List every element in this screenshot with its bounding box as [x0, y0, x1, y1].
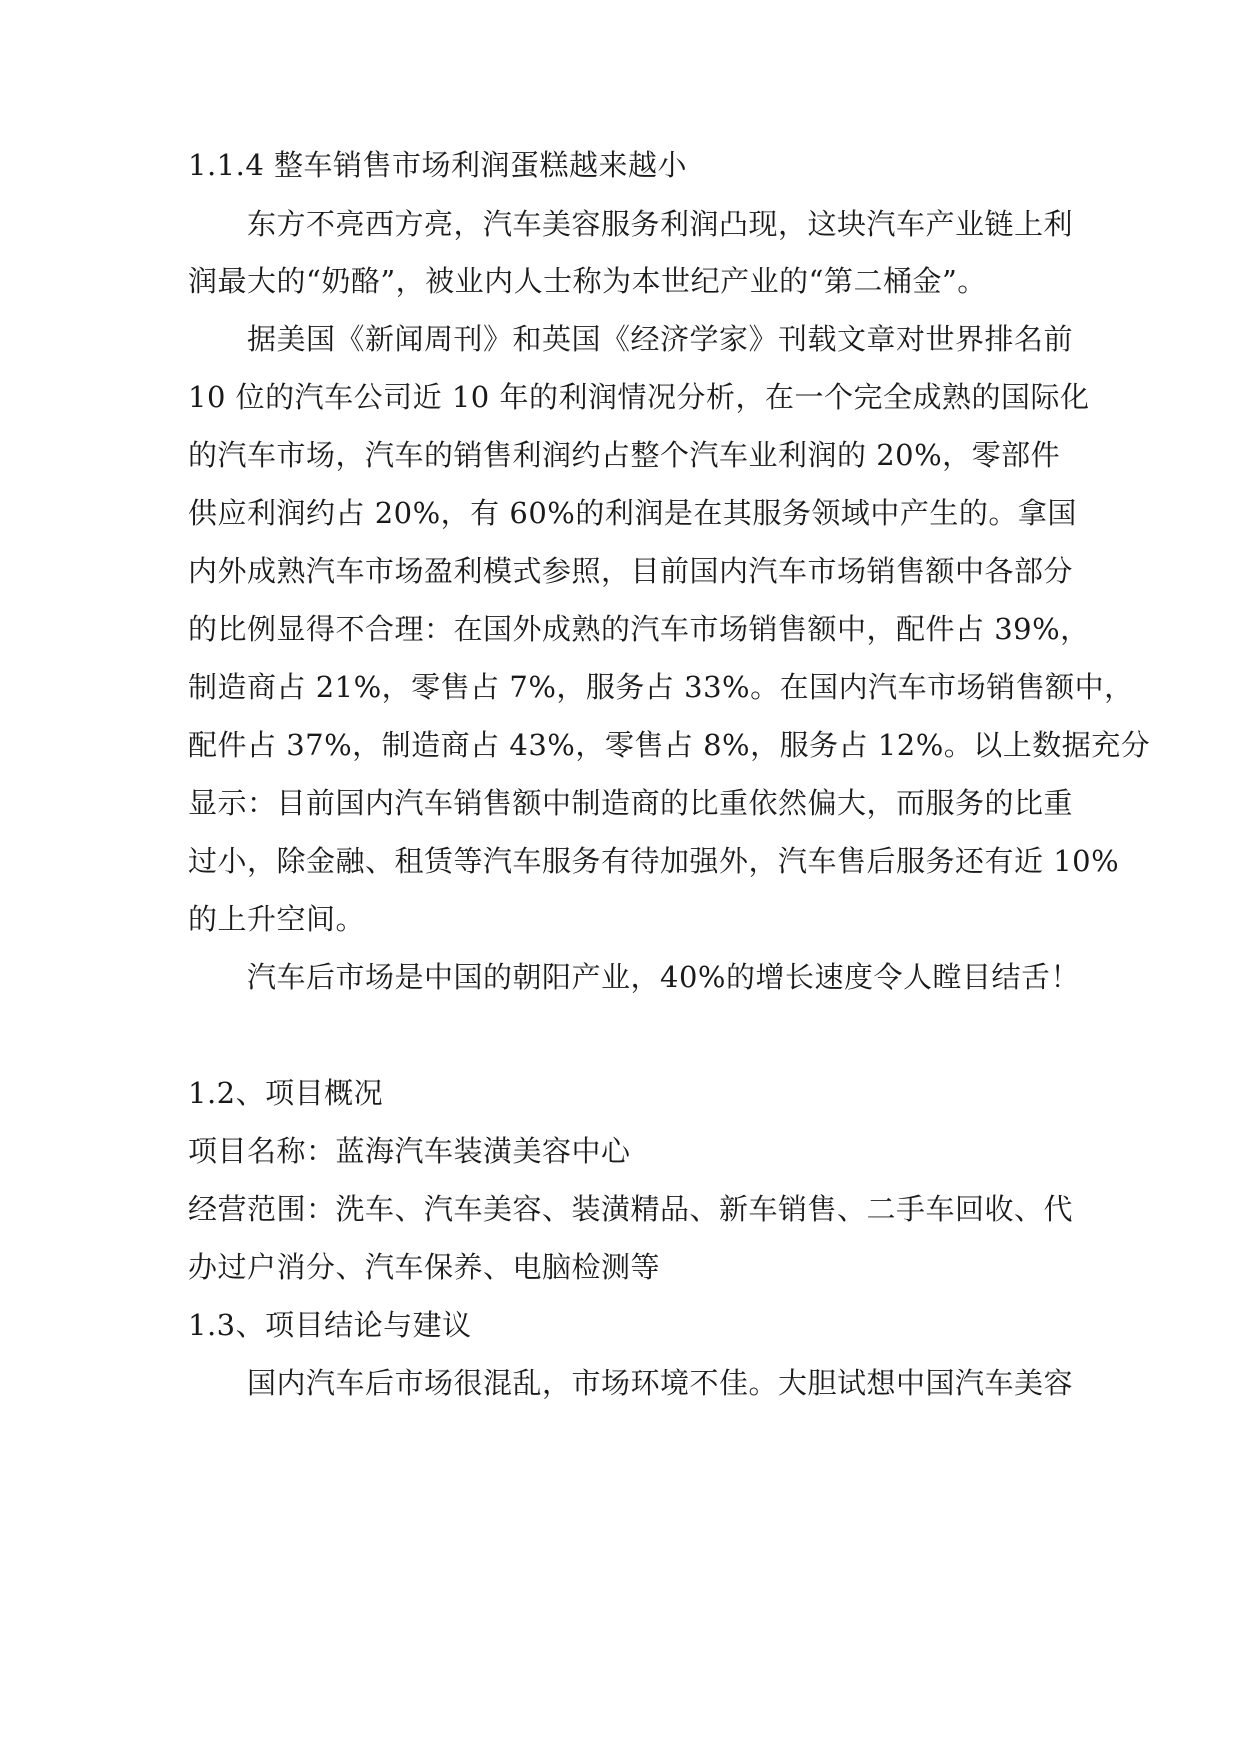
- business-scope-line: 经营范围：洗车、汽车美容、装潢精品、新车销售、二手车回收、代: [188, 1192, 1074, 1226]
- paragraph-line: 供应利润约占 20%，有 60%的利润是在其服务领域中产生的。拿国: [188, 496, 1077, 530]
- paragraph-line: 东方不亮西方亮，汽车美容服务利润凸现，这块汽车产业链上利: [247, 207, 1074, 241]
- paragraph-line: 配件占 37%，制造商占 43%，零售占 8%，服务占 12%。以上数据充分: [188, 728, 1151, 762]
- paragraph-line: 过小，除金融、租赁等汽车服务有待加强外，汽车售后服务还有近 10%: [188, 844, 1120, 878]
- paragraph-line: 显示：目前国内汽车销售额中制造商的比重依然偏大，而服务的比重: [188, 786, 1074, 820]
- paragraph-line: 的比例显得不合理：在国外成熟的汽车市场销售额中，配件占 39%，: [188, 612, 1090, 646]
- project-name-line: 项目名称：蓝海汽车装潢美容中心: [188, 1134, 631, 1168]
- business-scope-line: 办过户消分、汽车保养、电脑检测等: [188, 1250, 661, 1284]
- paragraph-line: 汽车后市场是中国的朝阳产业，40%的增长速度令人瞠目结舌！: [247, 960, 1080, 994]
- section-heading-1-2: 1.2、项目概况: [188, 1076, 384, 1110]
- paragraph-line: 制造商占 21%，零售占 7%，服务占 33%。在国内汽车市场销售额中，: [188, 670, 1134, 704]
- paragraph-line: 润最大的“奶酪”，被业内人士称为本世纪产业的“第二桶金”。: [188, 264, 987, 298]
- paragraph-line: 据美国《新闻周刊》和英国《经济学家》刊载文章对世界排名前: [247, 322, 1074, 356]
- section-heading-1-1-4: 1.1.4 整车销售市场利润蛋糕越来越小: [188, 148, 688, 182]
- paragraph-line: 10 位的汽车公司近 10 年的利润情况分析，在一个完全成熟的国际化: [188, 380, 1090, 414]
- paragraph-line: 的上升空间。: [188, 902, 366, 936]
- section-heading-1-3: 1.3、项目结论与建议: [188, 1308, 472, 1342]
- paragraph-line: 内外成熟汽车市场盈利模式参照，目前国内汽车市场销售额中各部分: [188, 554, 1074, 588]
- paragraph-line: 的汽车市场，汽车的销售利润约占整个汽车业利润的 20%，零部件: [188, 438, 1061, 472]
- paragraph-line: 国内汽车后市场很混乱，市场环境不佳。大胆试想中国汽车美容: [247, 1366, 1074, 1400]
